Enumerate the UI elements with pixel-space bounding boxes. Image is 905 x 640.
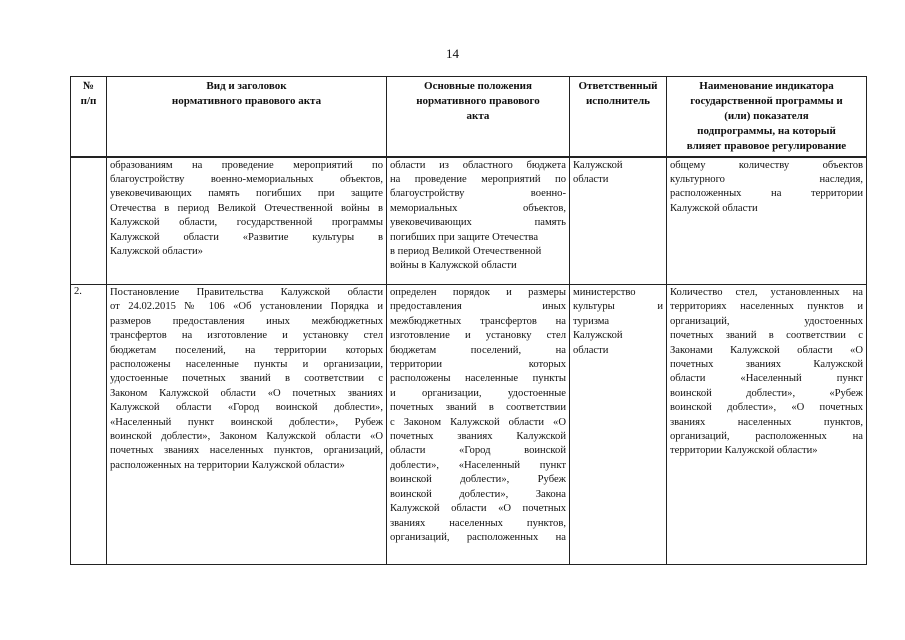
provisions-line: Калужской области «О почетных [390, 503, 566, 515]
provisions-line: с Законом Калужской области «О [390, 416, 566, 428]
act-line: образованиям на проведение мероприятий по [110, 159, 383, 171]
act-line: Калужской области, государственной программы [110, 217, 383, 229]
act-line: воинской доблести», Законом Калужской области «О [110, 431, 383, 443]
indicator-line: Количество стел, установленных на [670, 287, 863, 298]
executor-cell [570, 157, 667, 285]
provisions-line: бюджетам поселений, на [390, 344, 566, 356]
header-act-line: нормативного правового акта [171, 95, 322, 107]
indicator-line: организаций, удостоенных [670, 315, 863, 327]
act-line: Калужской области «Развитие культуры в [110, 231, 383, 243]
provisions-line: доблести», «Населенный пункт [390, 459, 566, 471]
header-executor [570, 77, 667, 157]
provisions-line: почетных званиях Калужской [390, 431, 566, 443]
act-line: Постановление Правительства Калужской области [110, 287, 383, 298]
table-row [71, 157, 867, 285]
indicator-line: общему количеству объектов [670, 159, 863, 171]
provisions-line: территории которых [390, 359, 566, 371]
header-provisions-line: Основные положения [424, 80, 532, 92]
indicator-line: культурного наследия, [670, 173, 863, 185]
indicator-line: территории Калужской области» [670, 445, 818, 457]
indicator-cell [667, 157, 867, 285]
executor-line: Калужской [573, 159, 623, 171]
indicator-line: области «Населенный пункт [670, 373, 863, 385]
provisions-line: благоустройству военно- [390, 188, 566, 200]
indicator-line: воинской доблести», «Рубеж [670, 387, 863, 399]
indicator-line: расположенных на территории [670, 188, 863, 200]
header-number-line: п/п [80, 95, 97, 107]
row-number-cell [71, 285, 107, 565]
provisions-line: области «Город воинской [390, 445, 566, 457]
provisions-line: расположены населенные пункты [390, 373, 566, 385]
act-line: благоустройству военно-мемориальных объектов, [110, 173, 383, 185]
indicator-line: организаций, расположенных на [670, 431, 863, 443]
indicator-line: Калужской области [670, 202, 758, 214]
header-indicator-line: подпрограммы, на который [697, 125, 836, 137]
header-indicator-line: (или) показателя [724, 110, 809, 122]
header-indicator-line: Наименование индикатора [699, 80, 834, 92]
provisions-line: области из областного бюджета [390, 159, 566, 171]
indicator-line: территориях населенных пунктов и [670, 301, 863, 313]
act-line: «Населенный пункт воинской доблести», Рубеж [110, 416, 383, 428]
header-provisions [387, 77, 570, 157]
act-line: Законом Калужской области «О почетных званиях [110, 387, 383, 399]
provisions-line: определен порядок и размеры [390, 287, 566, 298]
header-executor-line: исполнитель [585, 95, 651, 107]
provisions-line: на проведение мероприятий по [390, 173, 566, 185]
header-indicator-line: государственной программы и [690, 95, 843, 107]
act-line: Отечества в период Великой Отечественной войны в [110, 202, 383, 214]
indicator-cell [667, 285, 867, 565]
act-line: увековечивающих память погибших при защите [110, 188, 383, 200]
act-line: расположенных на территории Калужской области» [110, 459, 345, 471]
act-line: почетных званиях населенных пунктов, организаций, [110, 445, 383, 457]
header-provisions-line: акта [466, 110, 490, 122]
header-act [107, 77, 387, 157]
page-number: 14 [446, 46, 459, 61]
act-cell [107, 285, 387, 565]
executor-line: области [573, 173, 609, 185]
provisions-line: почетных званий в соответствии [390, 402, 566, 414]
act-line: расположены населенные пункты и организации, [110, 359, 383, 371]
provisions-line: званиях населенных пунктов, [390, 517, 566, 529]
provisions-line: воинской доблести», Закона [390, 488, 566, 500]
act-line: от 24.02.2015 № 106 «Об установлении Порядка и [110, 301, 383, 313]
indicator-line: Законами Калужской области «О [670, 344, 863, 356]
provisions-line: мемориальных объектов, [390, 202, 566, 214]
provisions-line: изготовление и установку стел [390, 330, 566, 342]
provisions-line: войны в Калужской области [390, 260, 517, 272]
provisions-line: увековечивающих память [390, 217, 566, 229]
legal-acts-table [70, 76, 867, 565]
provisions-cell [387, 157, 570, 285]
indicator-line: почетных званиях Калужской [670, 359, 863, 371]
executor-line: культуры и [573, 301, 663, 313]
act-line: Калужской области» [110, 245, 203, 257]
act-line: Калужской области «Город воинской доблести», [110, 402, 383, 414]
executor-cell [570, 285, 667, 565]
act-line: размеров предоставления иных межбюджетных [110, 315, 383, 327]
act-line: трансфертов на изготовление и установку стел [110, 330, 383, 342]
executor-line: области [573, 344, 609, 356]
header-number-line: № [82, 80, 95, 92]
executor-line: Калужской [573, 330, 623, 342]
header-executor-line: Ответственный [578, 80, 658, 92]
provisions-line: воинской доблести», Рубеж [390, 474, 566, 486]
act-line: бюджетам поселений, на территории которых [110, 344, 383, 356]
header-indicator-line: влияет правовое регулирование [686, 140, 847, 152]
row-number: 2. [74, 286, 82, 297]
executor-line: туризма [573, 315, 610, 327]
provisions-cell [387, 285, 570, 565]
act-cell [107, 157, 387, 285]
provisions-line: предоставления иных [390, 301, 566, 313]
provisions-line: в период Великой Отечественной [390, 245, 542, 257]
indicator-line: званиях населенных пунктов, [670, 416, 863, 428]
indicator-line: почетных званий в соответствии с [670, 330, 863, 342]
provisions-line: погибших при защите Отечества [390, 231, 539, 243]
act-line: удостоенные почетных званий в соответствии с [110, 373, 383, 385]
header-act-line: Вид и заголовок [206, 80, 287, 92]
provisions-line: межбюджетных трансфертов на [390, 315, 566, 327]
indicator-line: воинской доблести», «О почетных [670, 402, 863, 414]
header-number [71, 77, 107, 157]
table-header-row [71, 77, 867, 157]
header-provisions-line: нормативного правового [416, 95, 540, 107]
provisions-line: и организации, удостоенные [390, 387, 566, 399]
header-indicator [667, 77, 867, 157]
row-number-cell [71, 157, 107, 285]
provisions-line: организаций, расположенных на [390, 531, 566, 543]
executor-line: министерство [573, 287, 636, 298]
table-row [71, 285, 867, 565]
